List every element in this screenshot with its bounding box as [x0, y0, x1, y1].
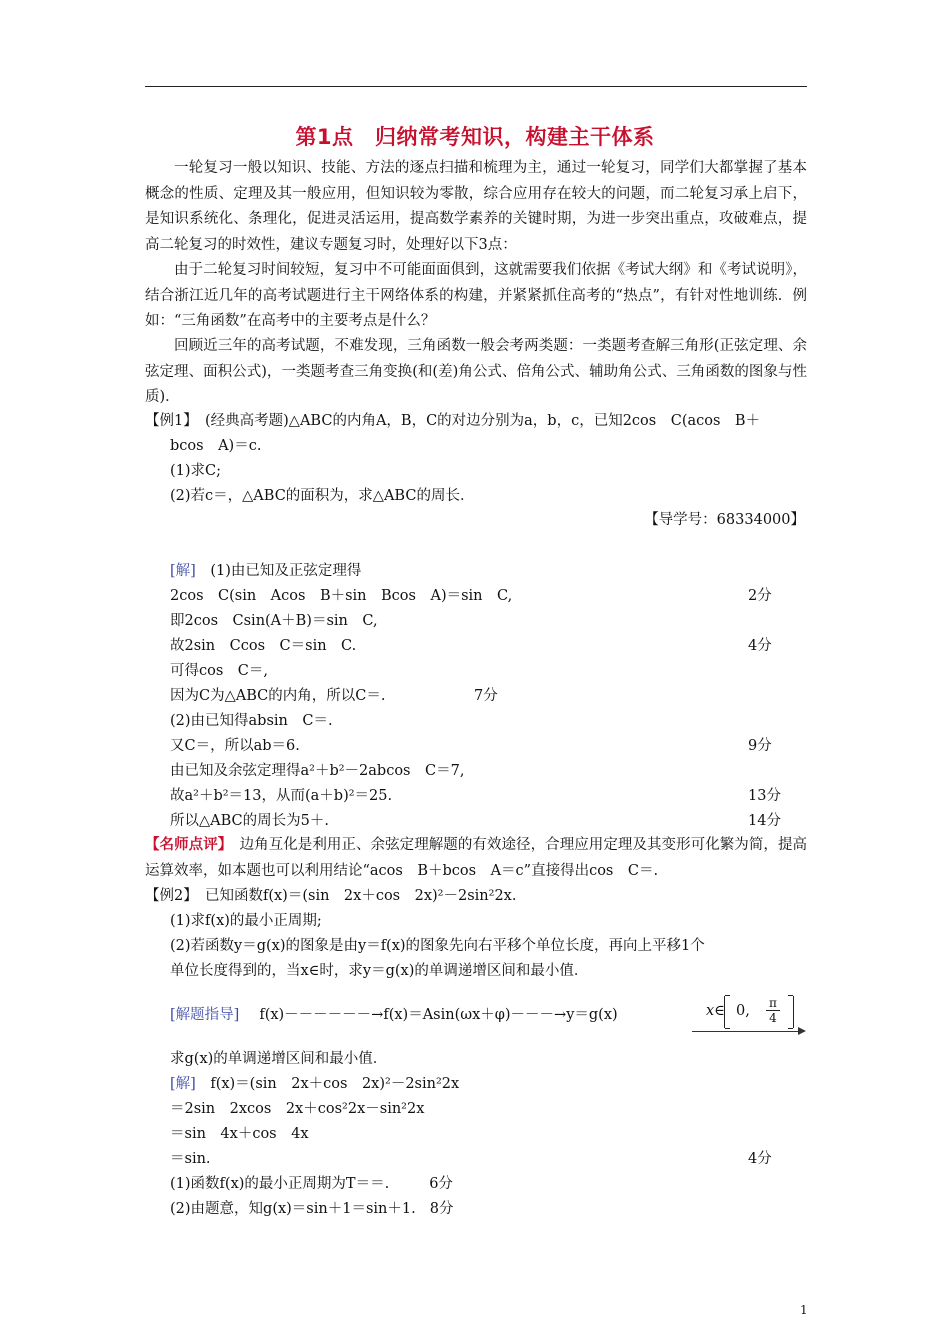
solution-1-line-9: 由已知及余弦定理得a²＋b²－2abcos C＝7,: [170, 763, 465, 779]
guide-interval-denominator: 4: [766, 1010, 780, 1025]
example-1-line-1: [145, 411, 760, 431]
solution-2-line-4: ＝sin.: [170, 1151, 211, 1167]
solution-guide: [170, 1005, 618, 1025]
score-14: 14分: [748, 813, 781, 829]
score-7: 7分: [474, 688, 498, 704]
solution-2-line-3: ＝sin 4x＋cos 4x: [170, 1126, 309, 1142]
guide-interval-bracket: [724, 996, 794, 1028]
teacher-comment-label: 【名师点评】: [145, 836, 226, 853]
solution-2-text-6: (2)由题意，知g(x)＝sin＋1＝sin＋1.: [170, 1201, 416, 1217]
solution-2-line-1: [170, 1074, 459, 1094]
header-rule: [145, 86, 807, 87]
solution-1-line-5: 可得cos C＝,: [170, 663, 268, 679]
example-2-text-1: 已知函数f(x)＝(sin 2x＋cos 2x)²－2sin²2x.: [190, 888, 517, 904]
example-1-label: 【例1】: [145, 413, 191, 429]
guide-arrow: [692, 1031, 804, 1032]
solution-1-line-6: 因为C为△ABC的内角，所以C＝.: [170, 688, 386, 704]
guide-interval-fraction: [766, 996, 780, 1025]
score-9: 9分: [748, 738, 772, 754]
example-2-question-1: (1)求f(x)的最小正周期;: [170, 913, 322, 929]
solution-1-line-8: 又C＝，所以ab＝6.: [170, 738, 300, 754]
solution-2-line-6: [170, 1199, 453, 1219]
score-2-4: 4分: [748, 1151, 772, 1167]
solution-1-line-1: [170, 561, 361, 581]
solution-1-line-11: 所以△ABC的周长为5＋.: [170, 813, 329, 829]
solution-2-label: [解]: [170, 1076, 196, 1092]
solution-1-line-3: 即2cos Csin(A＋B)＝sin C,: [170, 613, 378, 629]
solution-1-text-1: (1)由已知及正弦定理得: [195, 563, 362, 579]
example-1-line-2: bcos A)＝c.: [170, 438, 262, 454]
guide-interval-zero: 0,: [736, 1003, 750, 1019]
page-title: 第1点 归纳常考知识，构建主干体系: [295, 125, 655, 149]
solution-2-text-1: f(x)＝(sin 2x＋cos 2x)²－2sin²2x: [195, 1076, 460, 1092]
intro-paragraph-1: 一轮复习一般以知识、技能、方法的逐点扫描和梳理为主，通过一轮复习，同学们大都掌握了基本概念的性质、定理及其一般应用，但知识较为零散，综合应用存在较大的问题，而二轮复习承上启下，是知识系统化、条理化，促进灵活运用，提高数学素养的关键时期，为进一步突出重点，攻破难点，提高二轮复习的时效性，建议专题复习时，处理好以下3点：: [145, 160, 807, 253]
score-2-6: 6分: [429, 1176, 453, 1192]
example-1-question-1: (1)求C;: [170, 463, 222, 479]
teacher-comment-text: 边角互化是利用正、余弦定理解题的有效途径，合理应用定理及其变形可化繁为简，提高运算效率，如本题也可以利用结论“acos B＋bcos A＝c”直接得出cos C＝.: [145, 837, 808, 879]
solution-2-text-5: (1)函数f(x)的最小正周期为T＝＝.: [170, 1176, 390, 1192]
solution-guide-label: [解题指导]: [170, 1007, 240, 1023]
intro-paragraph-3: 回顾近三年的高考试题，不难发现，三角函数一般会考两类题：一类题考查解三角形(正弦定理、余弦定理、面积公式)，一类题考查三角变换(和(差)角公式、倍角公式、辅助角公式、三角函数的图象与性质)．: [145, 338, 807, 406]
example-1-question-2: (2)若c＝，△ABC的面积为，求△ABC的周长．: [170, 488, 475, 504]
example-2-line-1: [145, 886, 516, 906]
solution-1-line-7: (2)由已知得absin C＝.: [170, 713, 333, 729]
solution-2-line-2: ＝2sin 2xcos 2x＋cos²2x－sin²2x: [170, 1101, 425, 1117]
score-13: 13分: [748, 788, 781, 804]
solution-1-label: [解]: [170, 563, 196, 579]
solution-1-line-4: 故2sin Ccos C＝sin C.: [170, 638, 357, 654]
page-number: 1: [800, 1303, 808, 1317]
score-2-8: 8分: [429, 1201, 454, 1217]
solution-guide-after: 求g(x)的单调递增区间和最小值．: [170, 1051, 388, 1067]
intro-paragraph-2: 由于二轮复习时间较短，复习中不可能面面俱到，这就需要我们依据《考试大纲》和《考试说明》，结合浙江近几年的高考试题进行主干网络体系的构建，并紧紧抓住高考的“热点”，有针对性地训练．例如：“三角函数”在高考中的主要考点是什么？: [145, 262, 807, 330]
example-2-question-2b: 单位长度得到的，当x∈时，求y＝g(x)的单调递增区间和最小值．: [170, 963, 589, 979]
solution-guide-chain: f(x)－－－－－－→f(x)＝Asin(ωx＋φ)－－－→y＝g(x): [259, 1007, 618, 1023]
daoxue-number: 【导学号：68334000】: [644, 512, 805, 528]
guide-interval-x: x∈: [706, 1003, 725, 1019]
score-4: 4分: [748, 638, 772, 654]
score-2: 2分: [748, 588, 772, 604]
solution-2-line-5: [170, 1174, 453, 1194]
teacher-comment: [145, 832, 807, 884]
example-1-text-1: (经典高考题)△ABC的内角A，B，C的对边分别为a，b，c，已知2cos C(acos B＋: [190, 413, 761, 429]
solution-1-line-2: 2cos C(sin Acos B＋sin Bcos A)＝sin C,: [170, 588, 513, 604]
example-2-label: 【例2】: [145, 888, 191, 904]
solution-1-line-10: 故a²＋b²＝13，从而(a＋b)²＝25.: [170, 788, 393, 804]
guide-interval-numerator: π: [769, 996, 777, 1010]
example-2-question-2a: (2)若函数y＝g(x)的图象是由y＝f(x)的图象先向右平移个单位长度，再向上平移1个: [170, 938, 705, 954]
